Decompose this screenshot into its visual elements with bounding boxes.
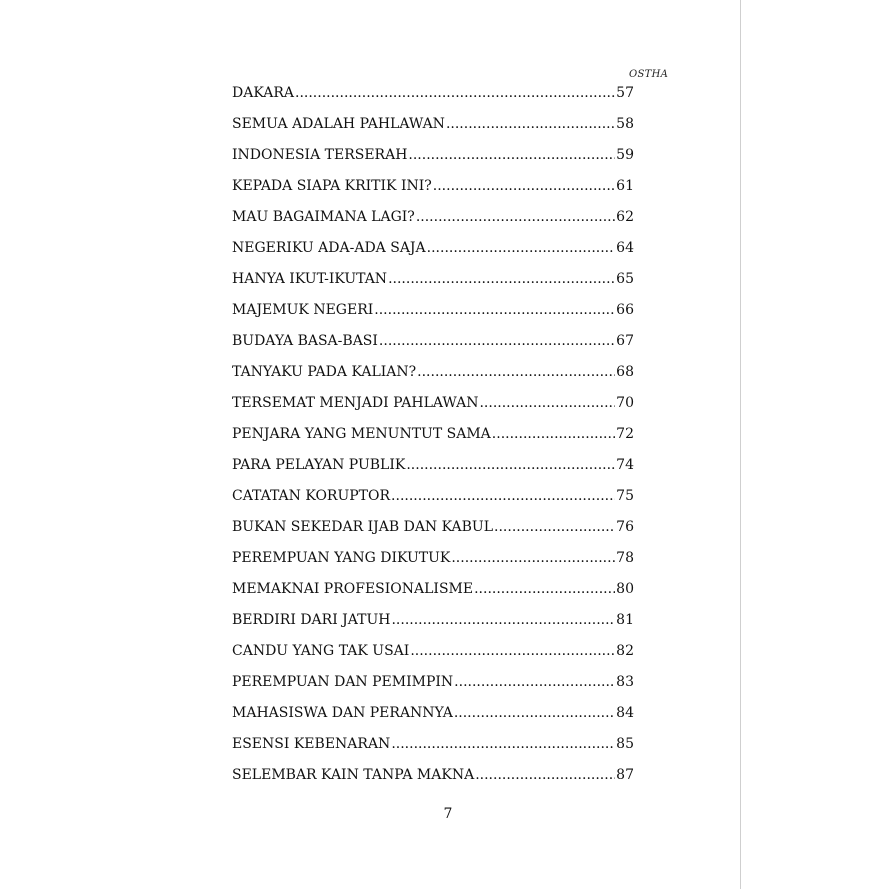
toc-entry-title: PEREMPUAN DAN PEMIMPIN [232,674,454,690]
toc-dot-leader [391,488,615,504]
toc-entry [232,302,634,333]
toc-dot-leader [295,85,615,101]
toc-entry-title: MAHASISWA DAN PERANNYA [232,705,453,721]
toc-entry-title: MEMAKNAI PROFESIONALISME [232,581,474,597]
toc-entry-title: PENJARA YANG MENUNTUT SAMA [232,426,491,442]
toc-entry-title: BERDIRI DARI JATUH [232,612,391,628]
toc-entry-page: 84 [616,705,634,721]
toc-dot-leader [388,271,615,287]
toc-dot-leader [417,364,615,380]
toc-entry-page: 85 [616,736,634,752]
toc-entry-page: 82 [616,643,634,659]
toc-entry-page: 64 [616,240,634,256]
running-header: OSTHA [629,69,669,80]
toc-entry-page: 66 [616,302,634,318]
toc-entry-title: BUDAYA BASA-BASI [232,333,378,349]
toc-entry-title: KEPADA SIAPA KRITIK INI? [232,178,432,194]
toc-entry [232,209,634,240]
toc-dot-leader [475,767,615,783]
toc-dot-leader [454,674,615,690]
toc-entry-title: DAKARA [232,85,294,101]
toc-entry-title: ESENSI KEBENARAN [232,736,391,752]
toc-dot-leader [416,209,615,225]
toc-entry-title: HANYA IKUT-IKUTAN [232,271,388,287]
toc-dot-leader [427,240,616,256]
table-of-contents [232,85,634,798]
toc-entry-title: SEMUA ADALAH PAHLAWAN [232,116,445,132]
toc-entry [232,364,634,395]
toc-entry-page: 74 [616,457,634,473]
toc-dot-leader [492,426,615,442]
toc-entry [232,612,634,643]
toc-entry-title: TERSEMAT MENJADI PAHLAWAN [232,395,479,411]
toc-dot-leader [374,302,615,318]
toc-dot-leader [494,519,615,535]
toc-entry [232,178,634,209]
toc-dot-leader [446,116,615,132]
toc-entry-title: MAU BAGAIMANA LAGI? [232,209,415,225]
toc-entry [232,116,634,147]
toc-entry [232,736,634,767]
toc-entry-title: INDONESIA TERSERAH [232,147,408,163]
toc-entry [232,488,634,519]
page-number: 7 [443,806,453,822]
toc-dot-leader [410,643,615,659]
toc-entry-page: 58 [616,116,634,132]
toc-dot-leader [391,736,615,752]
toc-entry-page: 59 [616,147,634,163]
toc-entry-title: CATATAN KORUPTOR [232,488,391,504]
toc-dot-leader [433,178,615,194]
toc-dot-leader [408,147,615,163]
toc-entry [232,271,634,302]
toc-entry [232,581,634,612]
toc-entry-title: PARA PELAYAN PUBLIK [232,457,406,473]
toc-entry-page: 68 [616,364,634,380]
toc-entry-title: CANDU YANG TAK USAI [232,643,410,659]
toc-entry [232,767,634,798]
toc-entry-page: 81 [616,612,634,628]
page-edge-divider [740,0,741,889]
toc-entry [232,705,634,736]
toc-entry [232,147,634,178]
toc-entry-page: 80 [616,581,634,597]
toc-entry-title: NEGERIKU ADA-ADA SAJA [232,240,426,256]
toc-entry-title: BUKAN SEKEDAR IJAB DAN KABUL [232,519,494,535]
toc-entry [232,457,634,488]
toc-entry [232,643,634,674]
toc-entry [232,240,634,271]
toc-dot-leader [479,395,615,411]
toc-entry-title: SELEMBAR KAIN TANPA MAKNA [232,767,475,783]
toc-dot-leader [379,333,615,349]
toc-entry-page: 65 [616,271,634,287]
toc-entry [232,674,634,705]
toc-entry-page: 62 [616,209,634,225]
toc-dot-leader [391,612,615,628]
toc-entry-page: 67 [616,333,634,349]
toc-dot-leader [451,550,615,566]
toc-entry [232,550,634,581]
toc-entry [232,395,634,426]
toc-entry-page: 87 [616,767,634,783]
toc-entry-page: 76 [616,519,634,535]
toc-entry-title: MAJEMUK NEGERI [232,302,374,318]
toc-entry-page: 57 [616,85,634,101]
toc-entry-page: 70 [616,395,634,411]
toc-entry [232,333,634,364]
toc-entry-page: 83 [616,674,634,690]
toc-entry [232,85,634,116]
toc-entry [232,519,634,550]
toc-entry-page: 75 [616,488,634,504]
toc-dot-leader [406,457,615,473]
toc-dot-leader [474,581,615,597]
toc-entry-page: 72 [616,426,634,442]
toc-entry [232,426,634,457]
toc-entry-page: 61 [616,178,634,194]
toc-entry-title: TANYAKU PADA KALIAN? [232,364,417,380]
toc-dot-leader [454,705,615,721]
toc-entry-title: PEREMPUAN YANG DIKUTUK [232,550,451,566]
toc-entry-page: 78 [616,550,634,566]
